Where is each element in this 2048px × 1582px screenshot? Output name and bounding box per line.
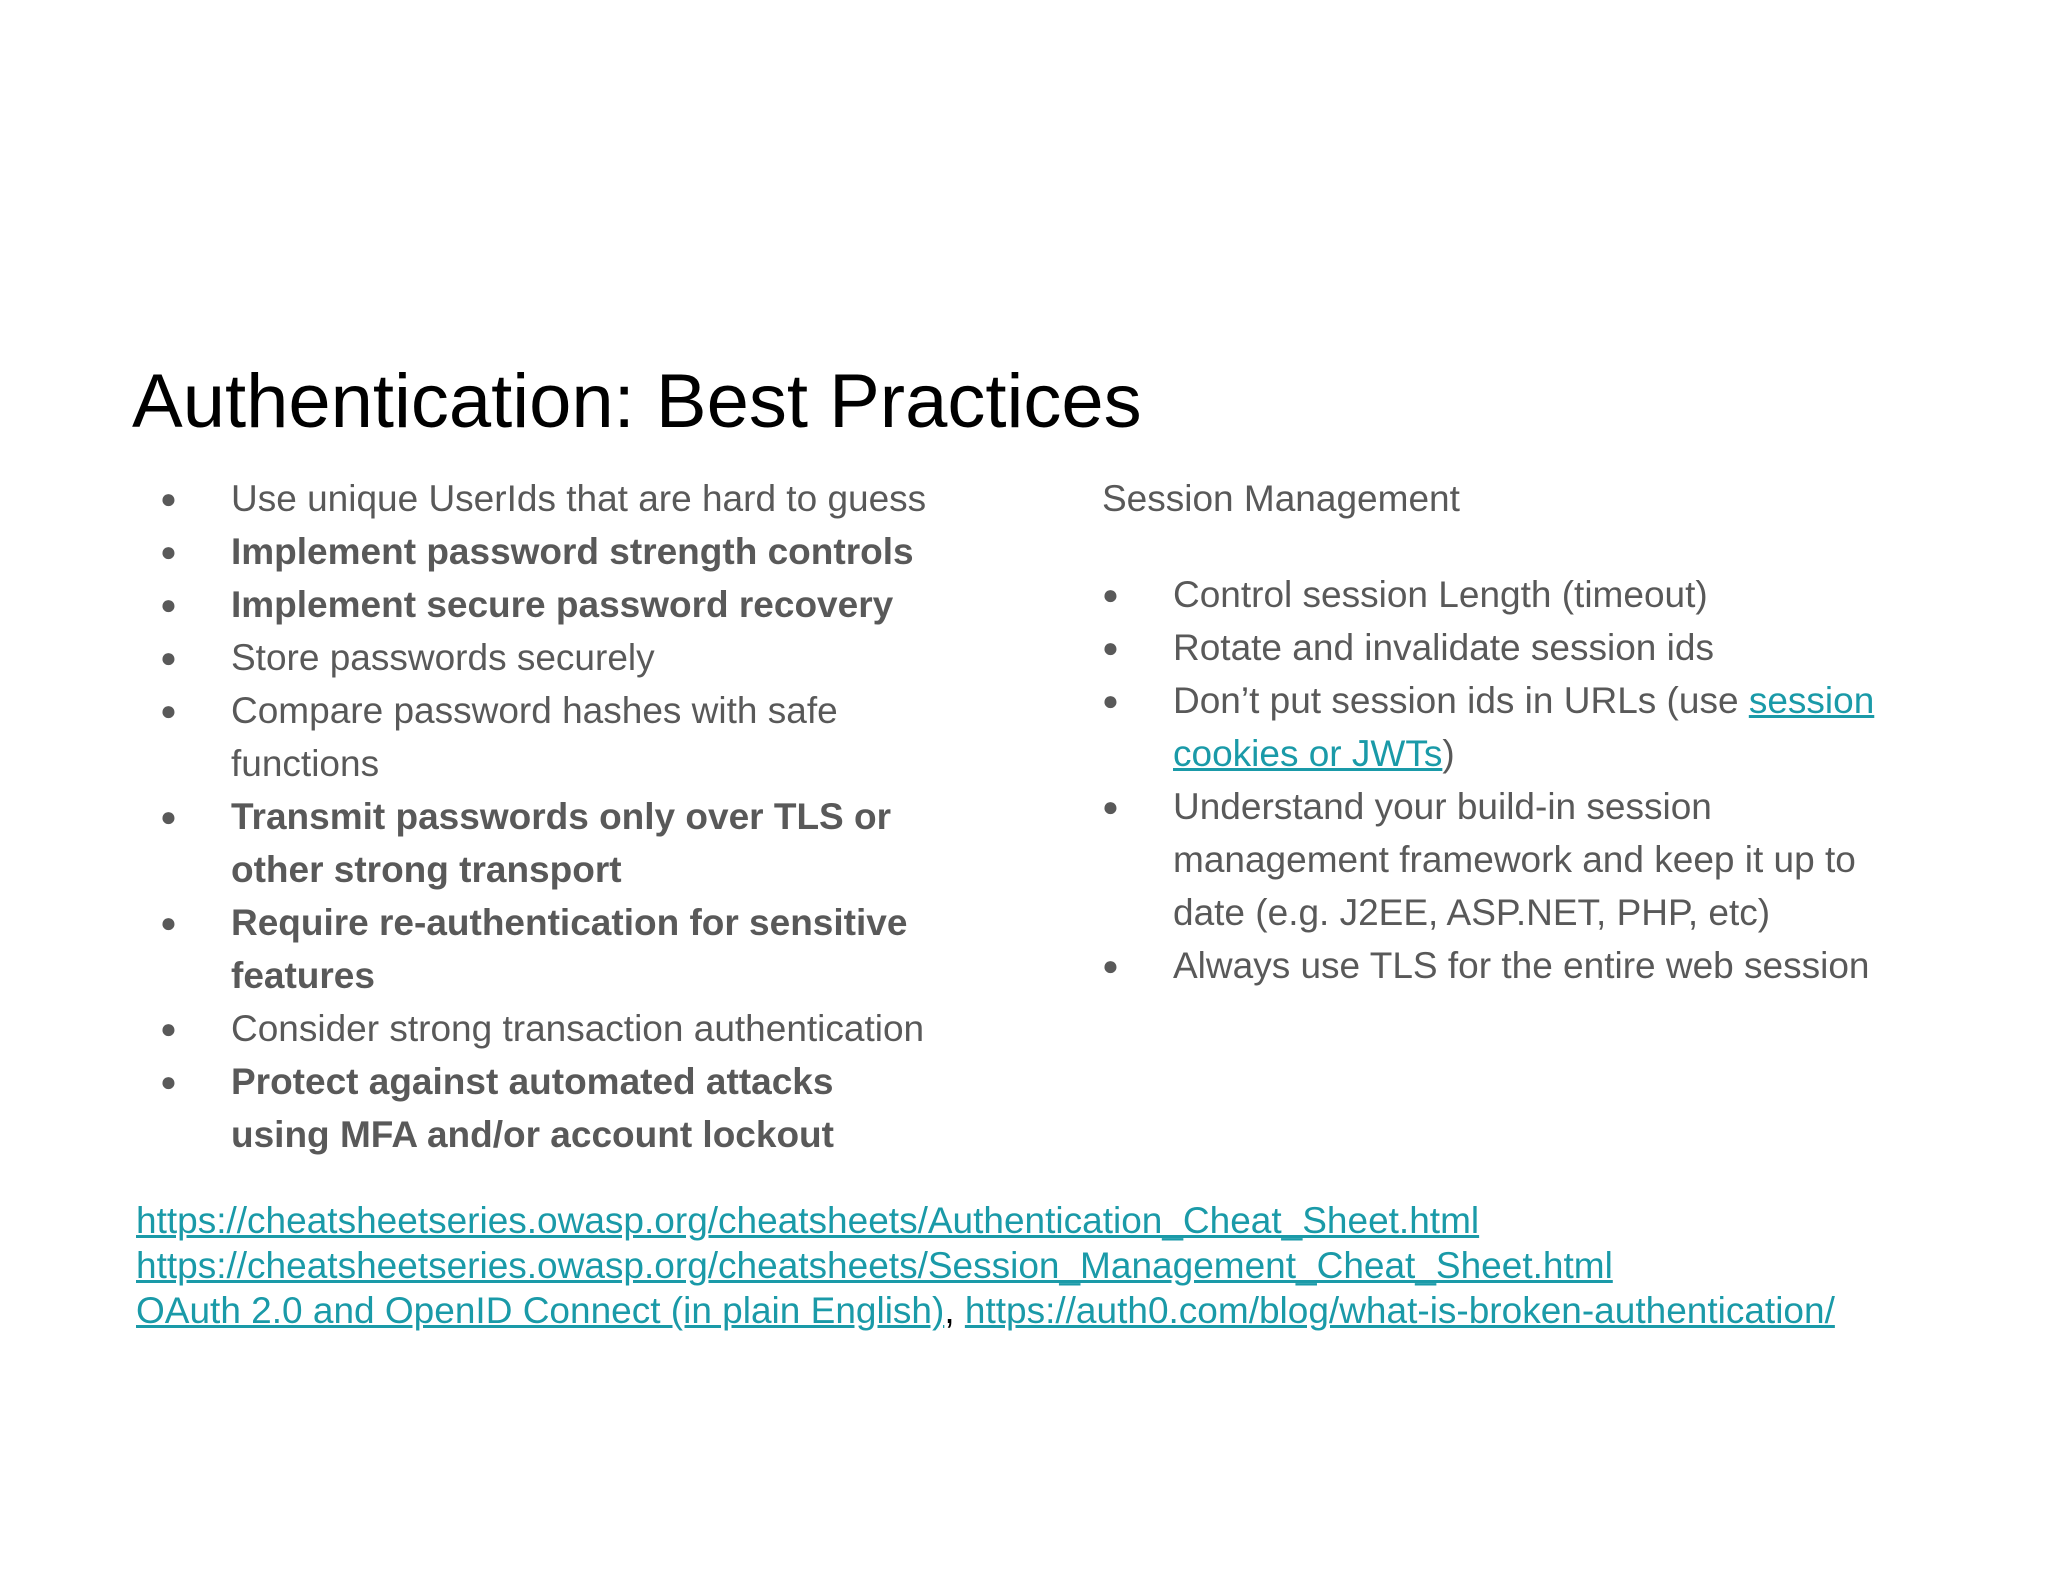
list-item-text: Control session Length (timeout) [1173,574,1708,615]
link-separator: , [944,1290,965,1331]
list-item-text: Don’t put session ids in URLs (use [1173,680,1749,721]
list-item-text-line: Protect against automated attacks [231,1061,834,1102]
auth-cheat-sheet-link[interactable]: https://cheatsheetseries.owasp.org/cheatsheets/Authentication_Cheat_Sheet.html [136,1200,1480,1241]
list-item [160,578,960,631]
bullet-icon: ● [160,695,177,726]
bullet-icon: ● [1102,579,1119,610]
list-item-text-line: Compare password hashes with safe [231,690,838,731]
list-item-text-line: other strong transport [231,849,622,890]
bullet-icon: ● [160,1066,177,1097]
reference-links [136,1198,2016,1333]
authentication-practices-list [160,472,960,1161]
bullet-icon: ● [160,589,177,620]
bullet-icon: ● [1102,632,1119,663]
session-management-section [1102,472,1962,992]
list-item-text: Implement password strength controls [231,531,914,572]
reference-link-row [136,1198,2016,1243]
list-item-text-line: using MFA and/or account lockout [231,1114,834,1155]
list-item [160,684,960,790]
bullet-icon: ● [160,907,177,938]
spacer [1102,525,1962,568]
list-item-text: Store passwords securely [231,637,655,678]
reference-link-row [136,1243,2016,1288]
bullet-icon: ● [160,536,177,567]
list-item-text: Implement secure password recovery [231,584,894,625]
list-item [160,525,960,578]
bullet-icon: ● [160,1013,177,1044]
session-cookies-link-part1[interactable]: session [1748,680,1875,721]
list-item-text-line: features [231,955,375,996]
list-item-text-suffix: ) [1442,733,1455,774]
list-item [1102,780,1962,939]
oauth-openid-link[interactable]: OAuth 2.0 and OpenID Connect (in plain English) [136,1290,945,1331]
bullet-icon: ● [160,483,177,514]
list-item-text-line: Transmit passwords only over TLS or [231,796,892,837]
list-item [1102,939,1962,992]
session-cheat-sheet-link[interactable]: https://cheatsheetseries.owasp.org/cheatsheets/Session_Management_Cheat_Sheet.html [136,1245,1613,1286]
bullet-icon: ● [160,801,177,832]
bullet-icon: ● [160,642,177,673]
auth0-blog-link[interactable]: https://auth0.com/blog/what-is-broken-authentication/ [964,1290,1835,1331]
slide-title: Authentication: Best Practices [132,359,1142,444]
list-item-text-line: Understand your build-in session [1173,786,1712,827]
list-item-text: Always use TLS for the entire web session [1173,945,1870,986]
list-item [160,790,960,896]
list-item-text-line: functions [231,743,380,784]
section-heading: Session Management [1102,478,1460,519]
list-item [160,472,960,525]
bullet-icon: ● [1102,685,1119,716]
list-item [160,896,960,1002]
list-item [160,1002,960,1055]
list-item [1102,674,1962,780]
list-item-text: Rotate and invalidate session ids [1173,627,1714,668]
bullet-icon: ● [1102,950,1119,981]
list-item [160,631,960,684]
reference-link-row [136,1288,2016,1333]
list-item [160,1055,960,1161]
bullet-icon: ● [1102,791,1119,822]
list-item-text-line: Require re-authentication for sensitive [231,902,908,943]
list-item [1102,621,1962,674]
session-cookies-link-part2[interactable]: cookies or JWTs [1173,733,1443,774]
list-item-text: Consider strong transaction authentication [231,1008,925,1049]
list-item [1102,568,1962,621]
list-item-text: Use unique UserIds that are hard to guess [231,478,927,519]
list-item-text-line: date (e.g. J2EE, ASP.NET, PHP, etc) [1173,892,1771,933]
list-item-text-line: management framework and keep it up to [1173,839,1856,880]
